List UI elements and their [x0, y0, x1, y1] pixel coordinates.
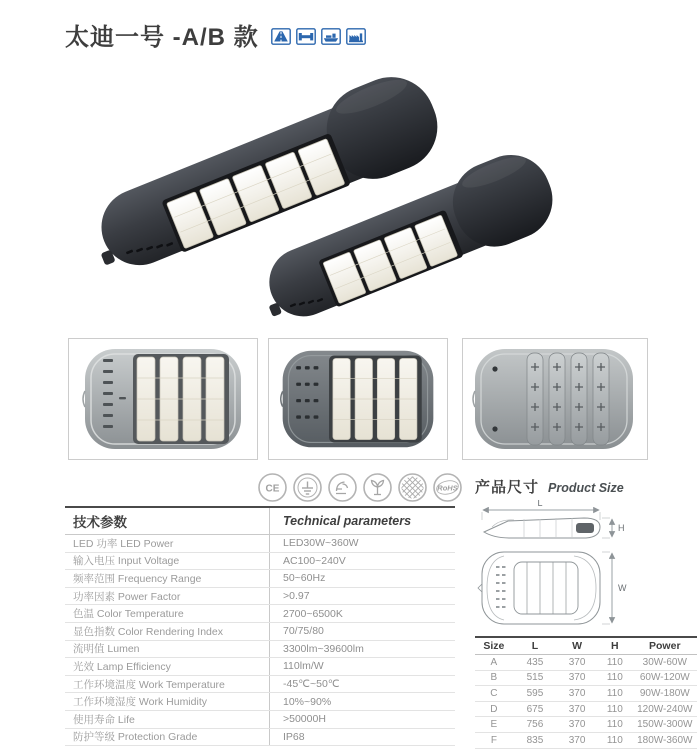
param-label: 输入电压 Input Voltage [65, 553, 270, 570]
top-view-drawing [478, 552, 600, 624]
param-label: 流明值 Lumen [65, 641, 270, 658]
table-row [65, 729, 455, 747]
param-value: LED30W~360W [283, 537, 359, 550]
param-label: 显色指数 Color Rendering Index [65, 623, 270, 640]
param-value: 70/75/80 [283, 625, 324, 638]
front-view-light-box [68, 338, 258, 460]
param-label: 频率范围 Frequency Range [65, 570, 270, 587]
svg-text:CE: CE [265, 483, 280, 495]
col-header: L [531, 640, 539, 652]
param-value: 110lm/W [283, 660, 324, 673]
factory-icon [346, 28, 366, 45]
param-value: 2700~6500K [283, 607, 343, 620]
front-view-light [75, 343, 251, 455]
product-size-heading [475, 476, 624, 497]
front-view-dark-box [268, 338, 448, 460]
header [65, 17, 366, 52]
application-scene-icons [271, 28, 366, 45]
table-row [65, 676, 455, 694]
table-row [65, 711, 455, 729]
dim-label-H: H [618, 523, 625, 533]
table-row [65, 570, 455, 588]
dimension-drawing [470, 500, 642, 634]
screw-hole [492, 426, 497, 431]
col-header: Size [483, 640, 505, 652]
table-row: E 756 370 110 150W-300W [475, 717, 697, 733]
size-title-cn: 产品尺寸 [475, 479, 540, 496]
table-row: A 435 370 110 30W-60W [475, 655, 697, 671]
col-header: Power [649, 640, 681, 652]
highway-icon [271, 28, 291, 45]
mesh-pattern-icon [397, 472, 428, 503]
param-label: LED 功率 LED Power [65, 535, 270, 552]
bridge-icon [296, 28, 316, 45]
tech-header-cn: 技术参数 [65, 508, 270, 534]
table-row: B 515 370 110 60W-120W [475, 671, 697, 687]
front-view-dark [273, 343, 443, 455]
back-view-box [462, 338, 648, 460]
param-label: 色温 Color Temperature [65, 605, 270, 622]
ground-mark-icon [292, 472, 323, 503]
col-header: H [611, 640, 619, 652]
table-row [65, 658, 455, 676]
param-value: >50000H [283, 713, 326, 726]
table-row [65, 535, 455, 553]
size-table [475, 636, 697, 749]
table-row [65, 623, 455, 641]
svg-text:RoHS: RoHS [437, 483, 458, 493]
table-row [65, 553, 455, 571]
param-value: 10%~90% [283, 695, 332, 708]
table-row: C 595 370 110 90W-180W [475, 686, 697, 702]
side-view-drawing [484, 518, 600, 538]
param-label: 工作环境湿度 Work Humidity [65, 693, 270, 710]
param-label: 功率因素 Power Factor [65, 588, 270, 605]
param-label: 使用寿命 Life [65, 711, 270, 728]
col-header: W [572, 640, 583, 652]
size-table-header [475, 638, 697, 655]
tech-table-header [65, 508, 455, 535]
param-value: 50~60Hz [283, 572, 326, 585]
ce-mark-icon [257, 472, 288, 503]
ship-icon [321, 28, 341, 45]
tech-header-en: Technical parameters [283, 514, 412, 528]
dim-label-L: L [537, 500, 543, 508]
param-value: 3300lm~39600lm [283, 642, 364, 655]
param-label: 防护等级 Protection Grade [65, 729, 270, 746]
table-row [65, 588, 455, 606]
param-label: 光效 Lamp Efficiency [65, 658, 270, 675]
hero-product-image [65, 50, 640, 334]
table-row [65, 605, 455, 623]
page-title: 太迪一号 -A/B 款 [65, 24, 259, 51]
rohs-icon [432, 472, 463, 503]
eco-plant-icon [362, 472, 393, 503]
param-label: 工作环境温度 Work Temperature [65, 676, 270, 693]
certification-icons [257, 472, 463, 503]
size-title-en: Product Size [548, 481, 624, 495]
safety-hand-icon [327, 472, 358, 503]
table-row [65, 693, 455, 711]
back-view [467, 343, 643, 455]
table-row: F 835 370 110 180W-360W [475, 733, 697, 749]
param-value: >0.97 [283, 590, 310, 603]
dim-label-W: W [618, 583, 627, 593]
tech-parameters-table [65, 506, 455, 746]
screw-hole [492, 366, 497, 371]
table-row: D 675 370 110 120W-240W [475, 702, 697, 718]
param-value: AC100~240V [283, 554, 346, 567]
table-row [65, 641, 455, 659]
param-value: -45℃~50℃ [283, 678, 340, 691]
param-value: IP68 [283, 730, 305, 743]
